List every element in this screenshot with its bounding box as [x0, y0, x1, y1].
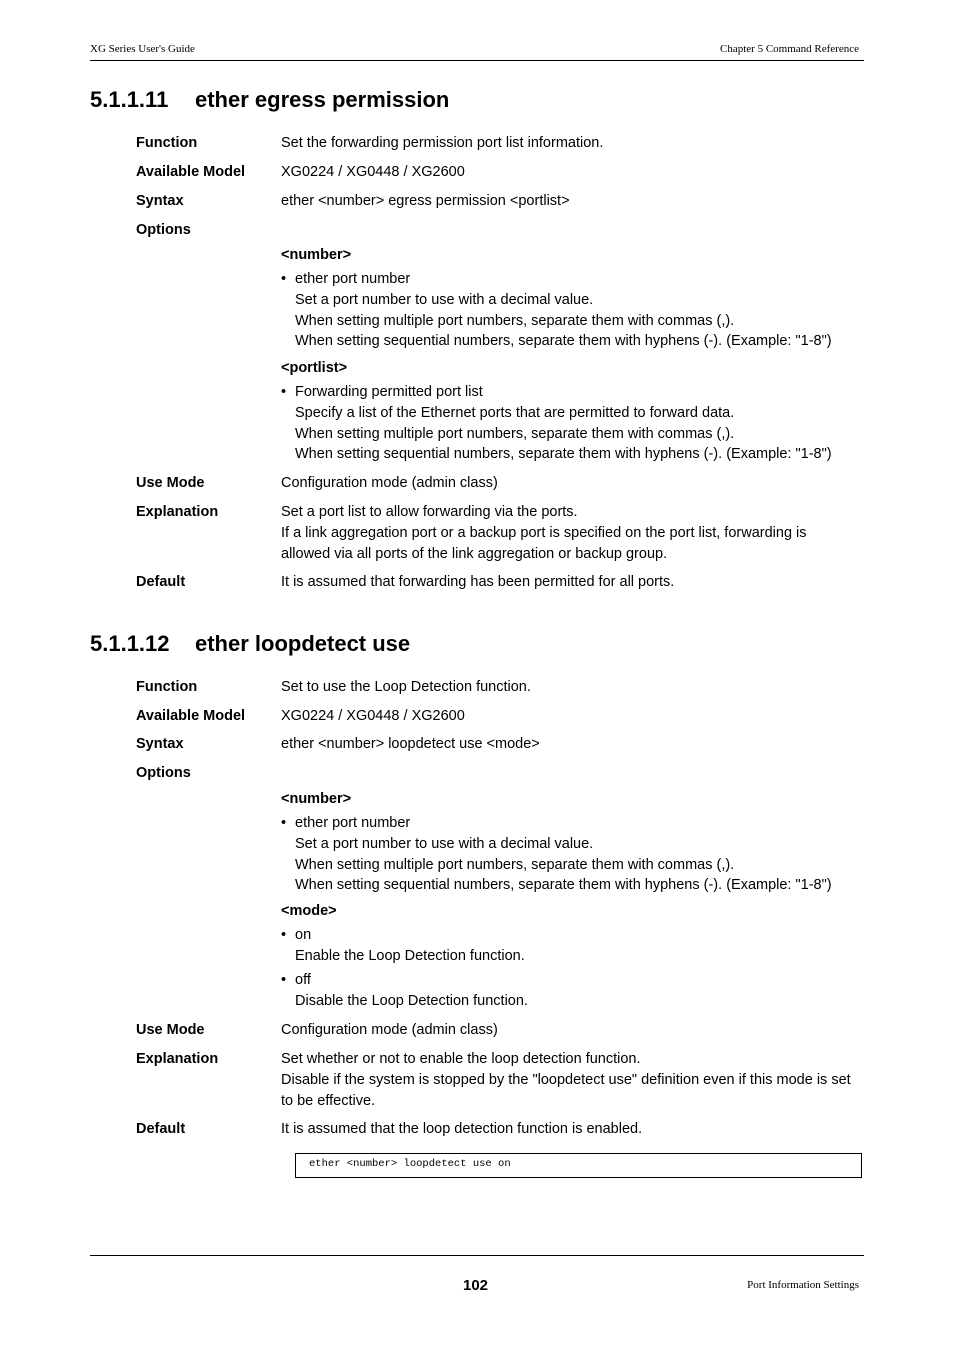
- bullet-glyph: •: [281, 815, 287, 831]
- explanation-line: allowed via all ports of the link aggregation or backup group.: [281, 545, 668, 562]
- option-text: [295, 382, 865, 465]
- usemode-text: Configuration mode (admin class): [281, 1022, 498, 1038]
- function-text: Set to use the Loop Detection function.: [281, 679, 531, 695]
- section-number: 5.1.1.12: [90, 631, 170, 656]
- option-item: on: [295, 927, 312, 943]
- code-example: ether <number> loopdetect use on: [309, 1158, 511, 1170]
- section-title: ether loopdetect use: [195, 631, 411, 656]
- page-header: [90, 43, 864, 61]
- default-text: It is assumed that the loop detection function is enabled.: [281, 1121, 643, 1137]
- option-line: When setting sequential numbers, separate them with hyphens (-). (Example: "1-8"): [295, 446, 832, 463]
- option-line: Set a port number to use with a decimal value.: [295, 835, 594, 852]
- page-number: 102: [463, 1277, 489, 1294]
- explanation-label: Explanation: [136, 1051, 219, 1067]
- header-chapter: Chapter 5 Command Reference: [720, 43, 859, 55]
- syntax-label: Syntax: [136, 193, 184, 209]
- option-line: Specify a list of the Ethernet ports that are permitted to forward data.: [295, 404, 735, 421]
- model-label: Available Model: [136, 164, 246, 180]
- explanation-text: [281, 1049, 866, 1111]
- model-label: Available Model: [136, 708, 246, 724]
- model-text: XG0224 / XG0448 / XG2600: [281, 708, 465, 724]
- section-number: 5.1.1.11: [90, 87, 169, 112]
- option-text: [295, 925, 865, 967]
- option-item: ether port number: [295, 271, 411, 287]
- option-heading: [281, 358, 864, 379]
- footer-section: Port Information Settings: [747, 1279, 859, 1291]
- option-heading: [281, 245, 864, 266]
- option-name: <number>: [281, 247, 352, 263]
- default-label: Default: [136, 574, 186, 590]
- function-text: Set the forwarding permission port list information.: [281, 135, 604, 151]
- option-line: When setting multiple port numbers, separate them with commas (,).: [295, 312, 735, 329]
- bullet-glyph: •: [281, 384, 287, 400]
- option-text: [295, 970, 865, 1012]
- function-label: Function: [136, 135, 198, 151]
- explanation-line: Set whether or not to enable the loop detection function.: [281, 1051, 641, 1067]
- syntax-text: ether <number> egress permission <portlist>: [281, 193, 570, 209]
- explanation-line: Set a port list to allow forwarding via the ports.: [281, 504, 578, 520]
- section-title: ether egress permission: [195, 87, 450, 112]
- option-item: off: [295, 972, 311, 988]
- option-line: When setting multiple port numbers, separate them with commas (,).: [295, 425, 735, 442]
- explanation-text: [281, 502, 866, 564]
- option-name: <portlist>: [281, 360, 348, 376]
- code-example-box: [295, 1153, 862, 1178]
- bullet-glyph: •: [281, 972, 287, 988]
- option-heading: [281, 789, 864, 810]
- header-guide-title: XG Series User's Guide: [90, 43, 195, 55]
- footer-rule: [90, 1255, 864, 1256]
- section-heading: [90, 631, 410, 657]
- option-text: [295, 813, 865, 896]
- option-heading: [281, 901, 864, 922]
- explanation-line: If a link aggregation port or a backup port is specified on the port list, forwarding is: [281, 524, 807, 541]
- syntax-text: ether <number> loopdetect use <mode>: [281, 736, 540, 752]
- usemode-text: Configuration mode (admin class): [281, 475, 498, 491]
- explanation-line: to be effective.: [281, 1092, 376, 1109]
- option-name: <mode>: [281, 903, 337, 919]
- option-name: <number>: [281, 791, 352, 807]
- option-item: ether port number: [295, 815, 411, 831]
- default-label: Default: [136, 1121, 186, 1137]
- option-line: When setting multiple port numbers, separate them with commas (,).: [295, 856, 735, 873]
- section-heading: [90, 87, 449, 113]
- explanation-label: Explanation: [136, 504, 219, 520]
- default-text: It is assumed that forwarding has been permitted for all ports.: [281, 574, 675, 590]
- options-label: Options: [136, 765, 191, 781]
- option-item: Forwarding permitted port list: [295, 384, 483, 400]
- bullet-glyph: •: [281, 271, 287, 287]
- option-line: When setting sequential numbers, separate them with hyphens (-). (Example: "1-8"): [295, 877, 832, 894]
- option-text: [295, 269, 865, 352]
- usemode-label: Use Mode: [136, 475, 205, 491]
- option-line: Set a port number to use with a decimal value.: [295, 291, 594, 308]
- explanation-line: Disable if the system is stopped by the "loopdetect use" definition even if this mode is set: [281, 1071, 851, 1088]
- option-line: Disable the Loop Detection function.: [295, 992, 528, 1009]
- syntax-label: Syntax: [136, 736, 184, 752]
- options-label: Options: [136, 222, 191, 238]
- bullet-glyph: •: [281, 927, 287, 943]
- option-line: Enable the Loop Detection function.: [295, 947, 525, 964]
- model-text: XG0224 / XG0448 / XG2600: [281, 164, 465, 180]
- option-line: When setting sequential numbers, separate them with hyphens (-). (Example: "1-8"): [295, 333, 832, 350]
- usemode-label: Use Mode: [136, 1022, 205, 1038]
- function-label: Function: [136, 679, 198, 695]
